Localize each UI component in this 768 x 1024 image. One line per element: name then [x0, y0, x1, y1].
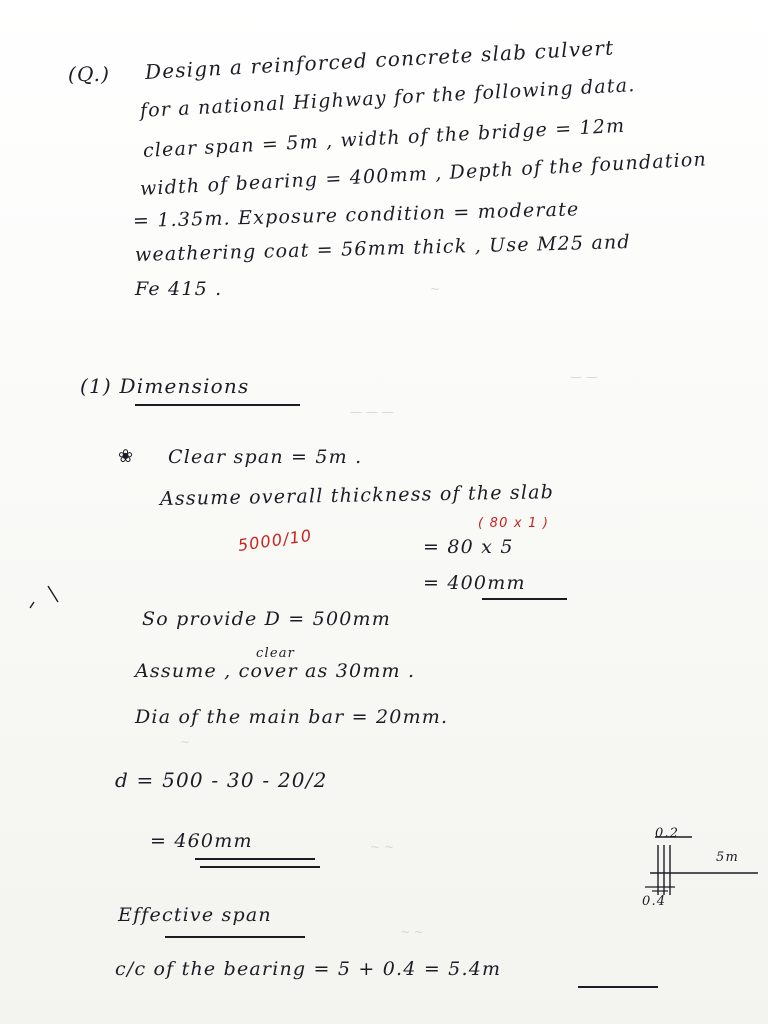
margin-note: 5000/10	[236, 525, 314, 555]
thickness-note: ( 80 x 1 )	[478, 516, 550, 531]
effective-depth-line: d = 500 - 30 - 20/2	[115, 768, 328, 792]
sketch-label-span: 5m	[716, 850, 739, 865]
bleed-through-mark: ~	[430, 282, 441, 296]
bleed-through-mark: — — —	[350, 405, 394, 419]
question-line-7: Fe 415 .	[135, 278, 223, 300]
question-line-4: width of bearing = 400mm , Depth of the foundation	[139, 148, 708, 200]
section-heading-dimensions: (1) Dimensions	[80, 374, 250, 398]
assume-cover-line: Assume , cover as 30mm .	[135, 660, 416, 682]
double-underline-top	[195, 858, 315, 860]
sketch-label-top: 0.2	[655, 826, 680, 841]
effective-span-underline	[165, 936, 305, 938]
sketch-label-bottom: 0.4	[642, 894, 667, 909]
question-line-2: for a national Highway for the following data.	[139, 74, 636, 122]
question-line-6: weathering coat = 56mm thick , Use M25 and	[134, 231, 632, 266]
effective-depth-result: = 460mm	[150, 830, 253, 852]
bleed-through-mark: — —	[570, 370, 598, 384]
cc-bearing-line: c/c of the bearing = 5 + 0.4 = 5.4m	[115, 958, 502, 980]
question-line-5: = 1.35m. Exposure condition = moderate	[132, 198, 580, 232]
result-underline	[482, 598, 567, 600]
effective-span-heading: Effective span	[118, 904, 272, 926]
heading-underline	[135, 404, 300, 406]
clear-superscript: clear	[256, 646, 296, 661]
margin-tick-mark	[28, 580, 68, 610]
clear-span-line: Clear span = 5m .	[168, 446, 363, 468]
assume-thickness-line: Assume overall thickness of the slab	[159, 481, 555, 510]
final-result-underline	[578, 986, 658, 988]
question-line-1: Design a reinforced concrete slab culvert	[144, 35, 615, 84]
main-bar-line: Dia of the main bar = 20mm.	[135, 706, 449, 728]
bleed-through-mark: ~ ~	[370, 840, 394, 854]
question-label: (Q.)	[68, 62, 111, 86]
double-underline-bottom	[200, 866, 320, 868]
calc-line-1: = 80 x 5	[423, 536, 514, 558]
question-line-3: clear span = 5m , width of the bridge = 12m	[142, 114, 626, 162]
calc-line-2: = 400mm	[423, 572, 526, 594]
bullet-icon: ❀	[118, 446, 135, 467]
provide-line: So provide D = 500mm	[142, 608, 391, 630]
bleed-through-mark: ~	[180, 735, 191, 749]
bleed-through-mark: ~ ~	[400, 925, 424, 939]
